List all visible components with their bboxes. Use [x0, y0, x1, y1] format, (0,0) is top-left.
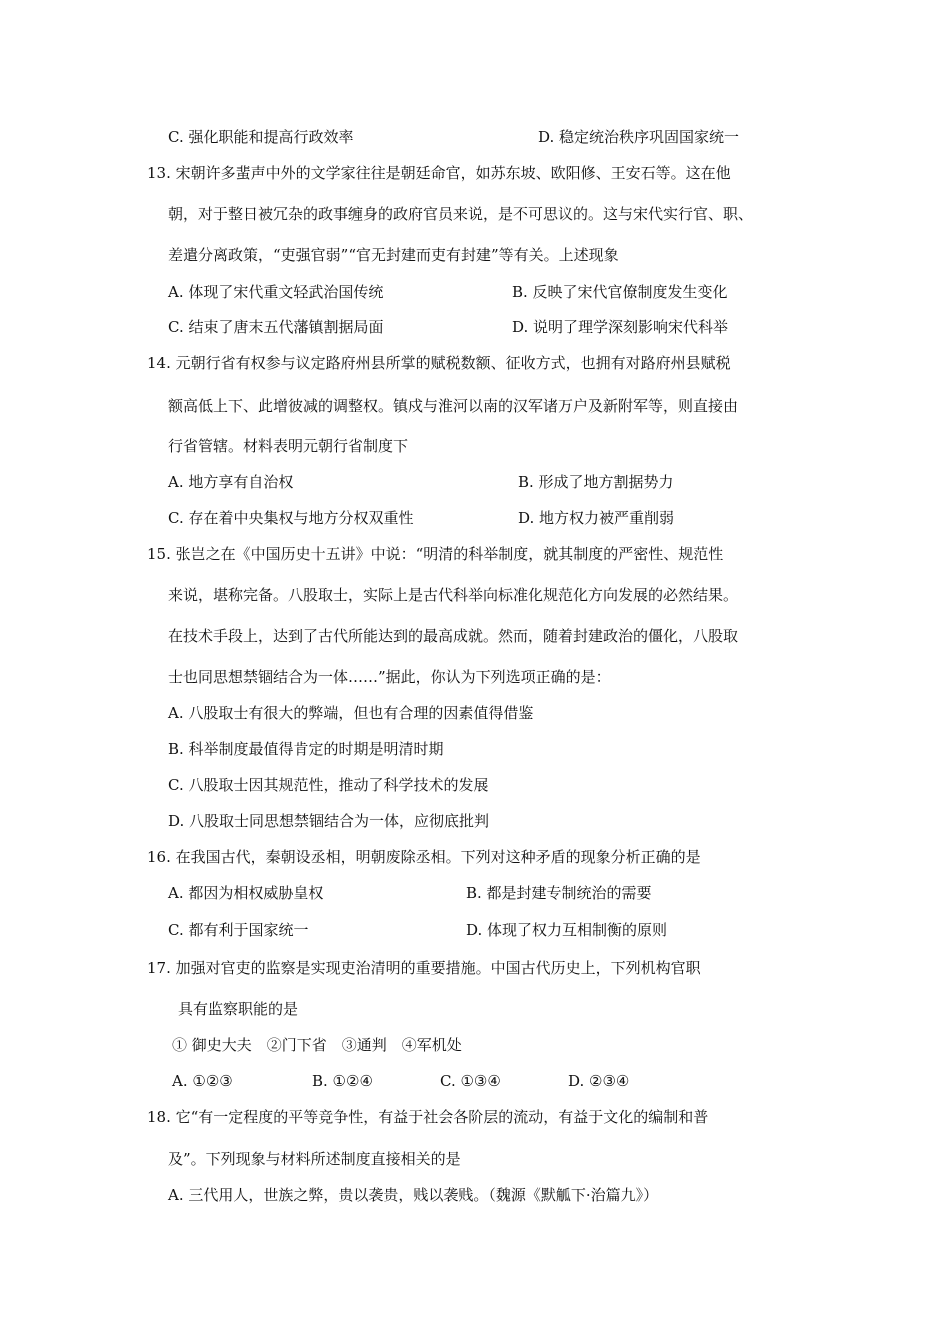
q15-stem-line-1: 15. 张岂之在《中国历史十五讲》中说：“明清的科举制度，就其制度的严密性、规范性	[147, 545, 724, 563]
q15-stem-line-2: 来说，堪称完备。八股取士，实际上是古代科举向标准化规范化方向发展的必然结果。	[168, 586, 739, 604]
q14-stem-line-3: 行省管辖。材料表明元朝行省制度下	[168, 437, 409, 455]
q15-option-a: A. 八股取士有很大的弊端，但也有合理的因素值得借鉴	[168, 704, 534, 722]
q13-option-a: A. 体现了宋代重文轻武治国传统	[168, 283, 384, 301]
q16-option-d: D. 体现了权力互相制衡的原则	[466, 921, 668, 939]
q13-stem-line-1: 13. 宋朝许多蜚声中外的文学家往往是朝廷命官，如苏东坡、欧阳修、王安石等。这在他	[147, 164, 731, 182]
q15-stem-line-3: 在技术手段上，达到了古代所能达到的最高成就。然而，随着封建政治的僵化，八股取	[168, 627, 739, 645]
q13-option-c: C. 结束了唐末五代藩镇割据局面	[168, 318, 384, 336]
q12-option-c: C. 强化职能和提高行政效率	[168, 128, 354, 146]
q12-option-d: D. 稳定统治秩序巩固国家统一	[538, 128, 740, 146]
q17-option-c: C. ①③④	[440, 1072, 501, 1090]
q16-option-c: C. 都有利于国家统一	[168, 921, 309, 939]
q14-option-d: D. 地方权力被严重削弱	[518, 509, 675, 527]
q16-option-a: A. 都因为相权威胁皇权	[168, 884, 324, 902]
q14-stem-line-1: 14. 元朝行省有权参与议定路府州县所掌的赋税数额、征收方式，也拥有对路府州县赋税	[147, 354, 731, 372]
q16-option-b: B. 都是封建专制统治的需要	[466, 884, 652, 902]
q17-option-d: D. ②③④	[568, 1072, 630, 1090]
q15-stem-line-4: 士也同思想禁锢结合为一体……”据此，你认为下列选项正确的是：	[168, 668, 611, 686]
q18-stem-line-1: 18. 它“有一定程度的平等竞争性，有益于社会各阶层的流动，有益于文化的编制和普	[147, 1108, 709, 1126]
q18-stem-line-2: 及”。下列现象与材料所述制度直接相关的是	[168, 1150, 461, 1168]
q15-option-d: D. 八股取士同思想禁锢结合为一体，应彻底批判	[168, 812, 490, 830]
q17-option-a: A. ①②③	[172, 1072, 233, 1090]
q13-option-b: B. 反映了宋代官僚制度发生变化	[512, 283, 728, 301]
q15-option-b: B. 科举制度最值得肯定的时期是明清时期	[168, 740, 444, 758]
q17-stem-line-1: 17. 加强对官吏的监察是实现吏治清明的重要措施。中国古代历史上，下列机构官职	[147, 959, 701, 977]
q14-option-c: C. 存在着中央集权与地方分权双重性	[168, 509, 414, 527]
q14-option-a: A. 地方享有自治权	[168, 473, 294, 491]
q14-stem-line-2: 额高低上下、此增彼减的调整权。镇戍与淮河以南的汉军诸万户及新附军等，则直接由	[168, 397, 739, 415]
q16-stem-line-1: 16. 在我国古代，秦朝设丞相，明朝废除丞相。下列对这种矛盾的现象分析正确的是	[147, 848, 701, 866]
q13-stem-line-2: 朝，对于整日被冗杂的政事缠身的政府官员来说，是不可思议的。这与宋代实行官、职、	[168, 205, 754, 223]
q13-option-d: D. 说明了理学深刻影响宋代科举	[512, 318, 729, 336]
q17-items: ① 御史大夫 ②门下省 ③通判 ④军机处	[172, 1036, 462, 1054]
q14-option-b: B. 形成了地方割据势力	[518, 473, 674, 491]
q17-stem-line-2: 具有监察职能的是	[178, 1000, 299, 1018]
q18-option-a: A. 三代用人，世族之弊，贵以袭贵，贱以袭贱。（魏源《默觚下·治篇九》）	[168, 1186, 659, 1204]
q15-option-c: C. 八股取士因其规范性，推动了科学技术的发展	[168, 776, 489, 794]
q17-option-b: B. ①②④	[312, 1072, 373, 1090]
q13-stem-line-3: 差遣分离政策，“吏强官弱”“官无封建而吏有封建”等有关。上述现象	[168, 246, 619, 264]
